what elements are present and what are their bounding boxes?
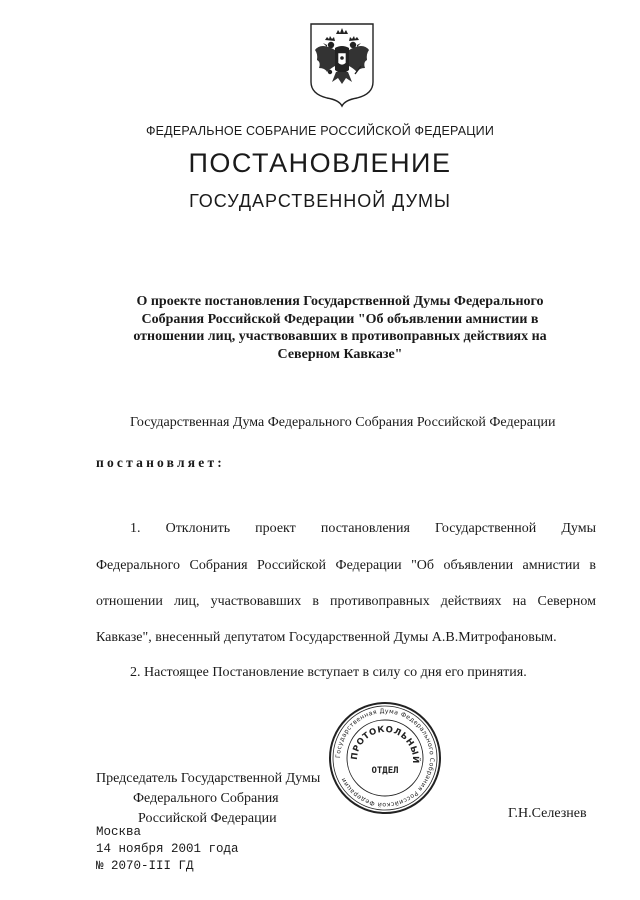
assembly-name: ФЕДЕРАЛЬНОЕ СОБРАНИЕ РОССИЙСКОЙ ФЕДЕРАЦИИ [145, 124, 495, 138]
footer-city: Москва [96, 825, 142, 839]
official-seal [327, 700, 443, 816]
subject-line: Северном Кавказе" [277, 346, 403, 362]
document-subject [100, 293, 580, 363]
paragraph-1-line: 1. Отклонить проект постановления Государственной Думы [130, 521, 596, 536]
position-line: Российской Федерации [138, 811, 277, 826]
paragraph-2: 2. Настоящее Постановление вступает в силу со дня его принятия. [130, 665, 527, 680]
signatory-position [96, 769, 320, 829]
subject-line: О проекте постановления Государственной Думы Федерального [136, 294, 544, 309]
document-footer [96, 824, 239, 875]
position-line: Федерального Собрания [133, 791, 279, 806]
seal-inner-text: ПРОТОКОЛЬНЫЙ [349, 724, 421, 764]
subject-line: отношении лиц, участвовавших в противоправных действиях на [133, 329, 547, 344]
document-title: ПОСТАНОВЛЕНИЕ [188, 148, 452, 178]
document-subtitle: ГОСУДАРСТВЕННОЙ ДУМЫ [189, 191, 451, 211]
paragraph-1-line: Федерального Собрания Российской Федерации "Об объявлении амнистии в [96, 558, 596, 573]
preamble: Государственная Дума Федерального Собрания Российской Федерации [130, 415, 556, 430]
signatory-name: Г.Н.Селезнев [508, 806, 587, 821]
resolves-keyword: постановляет: [96, 455, 225, 470]
footer-number: № 2070-III ГД [96, 859, 194, 873]
paragraph-1-line: Кавказе", внесенный депутатом Государственной Думы А.В.Митрофановым. [96, 630, 557, 645]
paragraph-1-line: отношении лиц, участвовавших в противоправных действиях на Северном [96, 594, 596, 609]
position-line: Председатель Государственной Думы [96, 771, 321, 786]
seal-center-text: ОТДЕЛ [371, 766, 399, 776]
double-headed-eagle-icon [305, 20, 379, 108]
subject-line: Собрания Российской Федерации "Об объявлении амнистии в [141, 311, 539, 327]
footer-date: 14 ноября 2001 года [96, 842, 239, 856]
seal-outer-text: Государственная Дума Федерального Собрания Российской Федерации [334, 707, 436, 809]
